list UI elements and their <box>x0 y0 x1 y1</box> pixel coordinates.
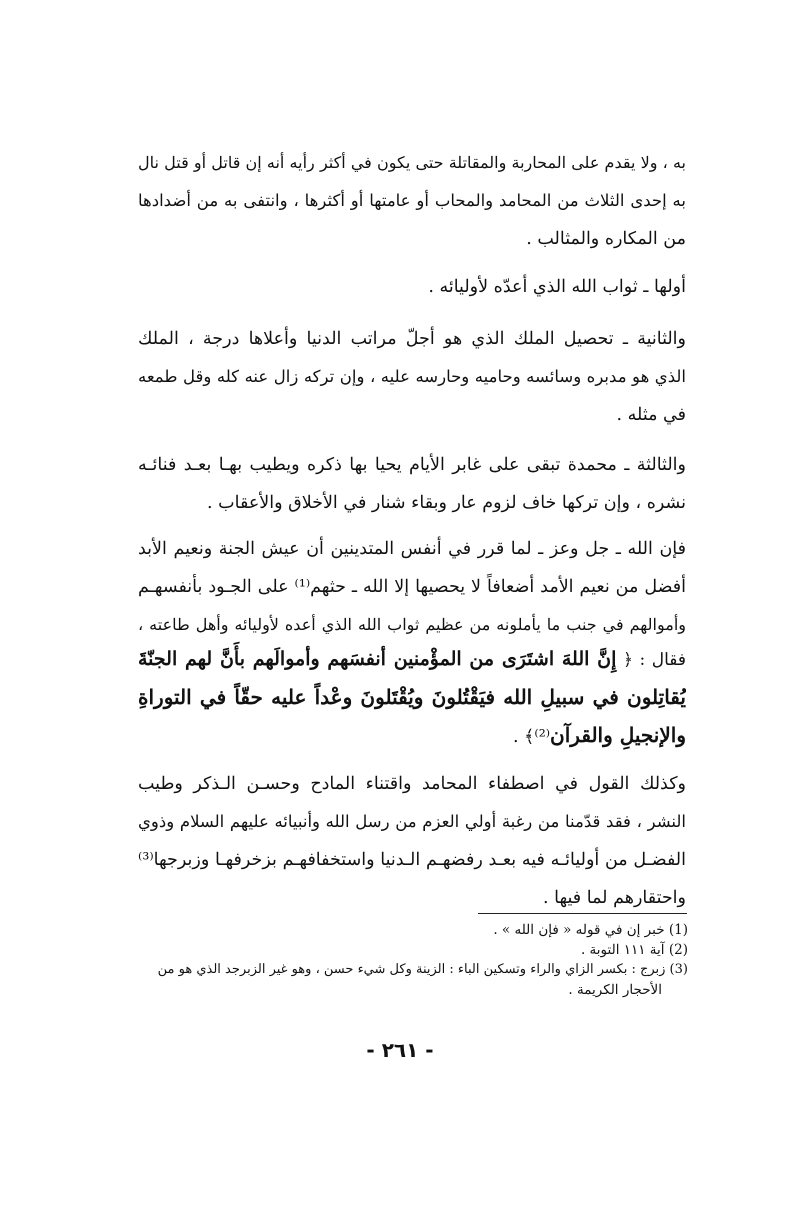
quran-text: إِنَّ اللهَ اشتَرَى من المؤْمنين أنفسَهم وأموالَهم بأَنَّ لهم الجنّةَ <box>138 648 617 670</box>
text-line: النشر ، فقد قدّمنا من رغبة أولي العزم من رسل الله وأنبيائه عليهم السلام وذوي <box>138 812 686 831</box>
text-line <box>138 640 686 678</box>
text-line: والثالثة ـ محمدة تبقى على غابر الأيام يحيا بها ذكره ويطيب بهـا بعـد فنائـه <box>138 455 686 475</box>
text-line: أفضل من نعيم الأمد أضعافاً لا يحصيها إلا الله ـ حثهم⁽¹⁾ على الجـود بأنفسهـم <box>138 577 686 597</box>
text-line: في مثله . <box>616 405 686 425</box>
quran-text: يُقاتِلون في سبيلِ الله فيَقْتُلونَ ويُقْتَلونَ وعْداً عليه حقّاً في التوراةِ <box>138 685 686 709</box>
text-line: الفضـل من أوليائـه فيه بعـد رفضهـم الـدنيا واستخفافهـم بزخرفهـا وزبرجها⁽³⁾ <box>138 850 686 870</box>
footnote-3-continued: الأحجار الكريمة . <box>568 982 662 998</box>
text-line: الذي هو مدبره وسائسه وحاميه وحارسه عليه ، وإن تركه زال عنه كله وقل طمعه <box>138 367 686 386</box>
paragraph-7 <box>138 765 686 917</box>
text-line: واحتقارهم لما فيها . <box>543 888 686 908</box>
quran-verse-paragraph <box>138 640 686 754</box>
page-number: - ٢٦١ - <box>366 1038 434 1062</box>
text-line: به إحدى الثلاث من المحامد والمحاب أو عامتها أو أكثرها ، وانتفى به من أضدادها <box>138 191 686 210</box>
footnote-3: (3) زبرج : بكسر الزاي والراء وتسكين الباء : الزينة وكل شيء حسن ، وهو غير الزبرجد الذي هو من <box>157 962 688 977</box>
footnote-separator <box>478 913 687 914</box>
paragraph-5 <box>138 530 686 644</box>
text-line: والثانية ـ تحصيل الملك الذي هو أجلّ مراتب الدنيا وأعلاها درجة ، الملك <box>138 329 686 349</box>
text-line <box>138 716 686 754</box>
text-line: وكذلك القول في اصطفاء المحامد واقتناء المادح وحسـن الـذكر وطيب <box>138 774 686 794</box>
text-line: أولها ـ ثواب الله الذي أعدّه لأوليائه . <box>428 277 686 297</box>
verse-tail: ⁽²⁾﴾ . <box>513 727 551 747</box>
text-line: به ، ولا يقدم على المحاربة والمقاتلة حتى يكون في أكثر رأيه أنه إن قاتل أو قتل نال <box>138 153 686 172</box>
footnotes <box>140 920 688 1000</box>
paragraph-2 <box>138 268 686 306</box>
text-line: نشره ، وإن تركها خاف لزوم عار وبقاء شنار في الأخلاق والأعقاب . <box>207 493 686 513</box>
text-line: وأموالهم في جنب ما يأملونه من عظيم ثواب الله الذي أعده لأوليائه وأهل طاعته ، <box>138 615 686 634</box>
footnote-2: (2) آية ١١١ التوبة . <box>580 942 688 958</box>
paragraph-3 <box>138 320 686 434</box>
paragraph-1 <box>138 144 686 258</box>
quran-text: والإنجيلِ والقرآن <box>550 723 686 747</box>
text-line: فإن الله ـ جل وعز ـ لما قرر في أنفس المتدينين أن عيش الجنة ونعيم الأبد <box>138 539 686 559</box>
text-line: من المكاره والمثالب . <box>526 229 686 249</box>
paragraph-4 <box>138 446 686 522</box>
footnote-1: (1) خبر إن في قوله « فإن الله » . <box>493 922 688 938</box>
verse-lead: فقال : ﴿ <box>616 650 686 670</box>
